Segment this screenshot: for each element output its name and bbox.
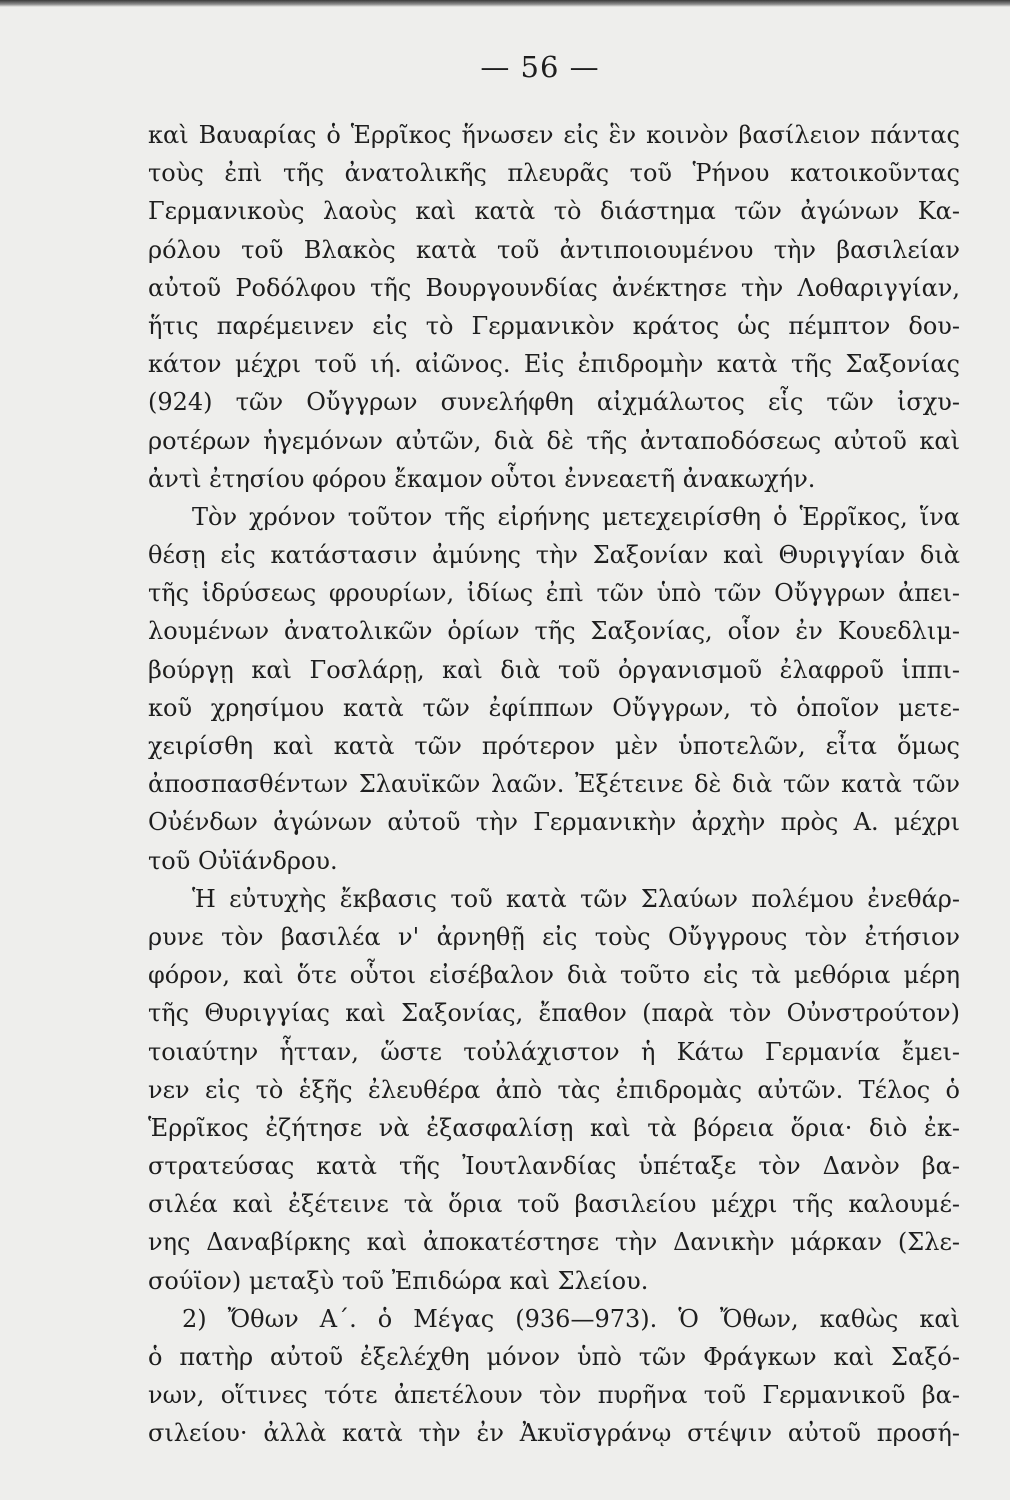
text-line: τοῦ Οὐϊάνδρου. <box>148 846 338 875</box>
text-line: (924) τῶν Οὔγγρων συνελήφθη αἰχμάλωτος εἷς τῶν ἰσχυ- <box>148 388 960 417</box>
text-line: ἀντὶ ἐτησίου φόρου ἔκαμον οὗτοι ἐννεαετῆ ἀνακωχήν. <box>148 464 816 493</box>
text-line: ρυνε τὸν βασιλέα ν' ἀρνηθῇ εἰς τοὺς Οὔγγρους τὸν ἐτήσιον <box>148 922 960 951</box>
text-line: σούϊον) μεταξὺ τοῦ Ἐπιδώρα καὶ Σλείου. <box>148 1266 649 1295</box>
text-line: νεν εἰς τὸ ἑξῆς ἐλευθέρα ἀπὸ τὰς ἐπιδρομὰς αὐτῶν. Τέλος ὁ <box>148 1075 960 1104</box>
text-line: κοῦ χρησίμου κατὰ τῶν ἐφίππων Οὔγγρων, τὸ ὁποῖον μετε- <box>148 693 960 722</box>
scan-top-edge <box>0 0 1010 7</box>
text-line: Γερμανικοὺς λαοὺς καὶ κατὰ τὸ διάστημα τῶν ἀγώνων Κα- <box>148 197 960 226</box>
text-line: κάτον μέχρι τοῦ ιή. αἰῶνος. Εἰς ἐπιδρομὴν κατὰ τῆς Σαξονίας <box>148 350 960 379</box>
text-line: τῆς ἱδρύσεως φρουρίων, ἰδίως ἐπὶ τῶν ὑπὸ τῶν Οὔγγρων ἀπει- <box>148 579 960 608</box>
text-line: σιλέα καὶ ἐξέτεινε τὰ ὅρια τοῦ βασιλείου μέχρι τῆς καλουμέ- <box>148 1190 960 1219</box>
text-line: νης Δαναβίρκης καὶ ἀποκατέστησε τὴν Δανικὴν μάρκαν (Σλε- <box>148 1228 960 1257</box>
body-text <box>148 116 960 1453</box>
text-line: στρατεύσας κατὰ τῆς Ἰουτλανδίας ὑπέταξε τὸν Δανὸν βα- <box>148 1152 960 1181</box>
text-line: σιλείου· ἀλλὰ κατὰ τὴν ἐν Ἀκυϊσγράνῳ στέψιν αὐτοῦ προσή- <box>148 1419 960 1448</box>
text-line: Ἑρρῖκος ἐζήτησε νὰ ἐξασφαλίσῃ καὶ τὰ βόρεια ὅρια· διὸ ἐκ- <box>148 1113 960 1142</box>
text-line: βούργῃ καὶ Γοσλάρῃ, καὶ διὰ τοῦ ὀργανισμοῦ ἐλαφροῦ ἱππι- <box>148 655 960 684</box>
text-line: τῆς Θυριγγίας καὶ Σαξονίας, ἔπαθον (παρὰ τὸν Οὐνστρούτον) <box>148 999 960 1028</box>
section-heading-line: 2) Ὄθων Α΄. ὁ Μέγας (936—973). Ὁ Ὄθων, καθὼς καὶ <box>182 1304 960 1333</box>
text-line: αὐτοῦ Ροδόλφου τῆς Βουργουνδίας ἀνέκτησε τὴν Λοθαριγγίαν, <box>148 273 960 302</box>
text-line: καὶ Βαυαρίας ὁ Ἑρρῖκος ἥνωσεν εἰς ἓν κοινὸν βασίλειον πάντας <box>148 121 960 149</box>
text-line: τοιαύτην ἧτταν, ὥστε τοὐλάχιστον ἡ Κάτω Γερμανία ἔμει- <box>148 1037 960 1066</box>
text-line: Τὸν χρόνον τοῦτον τῆς εἰρήνης μετεχειρίσθη ὁ Ἑρρῖκος, ἵνα <box>192 502 960 531</box>
text-line: ρόλου τοῦ Βλακὸς κατὰ τοῦ ἀντιποιουμένου τὴν βασιλείαν <box>148 235 960 264</box>
text-line: ἀποσπασθέντων Σλαυϊκῶν λαῶν. Ἐξέτεινε δὲ διὰ τῶν κατὰ τῶν <box>148 770 960 799</box>
text-line: θέσῃ εἰς κατάστασιν ἀμύνης τὴν Σαξονίαν καὶ Θυριγγίαν διὰ <box>148 541 960 570</box>
text-line: φόρον, καὶ ὅτε οὗτοι εἰσέβαλον διὰ τοῦτο εἰς τὰ μεθόρια μέρη <box>148 961 960 990</box>
text-line: τοὺς ἐπὶ τῆς ἀνατολικῆς πλευρᾶς τοῦ Ῥήνου κατοικοῦντας <box>148 159 960 188</box>
text-line: χειρίσθη καὶ κατὰ τῶν πρότερον μὲν ὑποτελῶν, εἶτα ὅμως <box>148 732 960 760</box>
text-line: λουμένων ἀνατολικῶν ὁρίων τῆς Σαξονίας, οἷον ἐν Κουεδλιμ- <box>148 617 960 646</box>
text-line: ἥτις παρέμεινεν εἰς τὸ Γερμανικὸν κράτος ὡς πέμπτον δου- <box>148 311 960 340</box>
text-line: ροτέρων ἡγεμόνων αὐτῶν, διὰ δὲ τῆς ἀνταποδόσεως αὐτοῦ καὶ <box>148 426 960 455</box>
text-line: ὁ πατὴρ αὐτοῦ ἐξελέχθη μόνον ὑπὸ τῶν Φράγκων καὶ Σαξό- <box>148 1343 960 1371</box>
page-number: — 56 — <box>480 50 600 84</box>
text-line: νων, οἵτινες τότε ἀπετέλουν τὸν πυρῆνα τοῦ Γερμανικοῦ βα- <box>148 1381 960 1410</box>
text-line: Ἡ εὐτυχὴς ἔκβασις τοῦ κατὰ τῶν Σλαύων πολέμου ἐνεθάρ- <box>192 884 960 913</box>
text-line: Οὐένδων ἀγώνων αὐτοῦ τὴν Γερμανικὴν ἀρχὴν πρὸς Α. μέχρι <box>148 808 960 837</box>
